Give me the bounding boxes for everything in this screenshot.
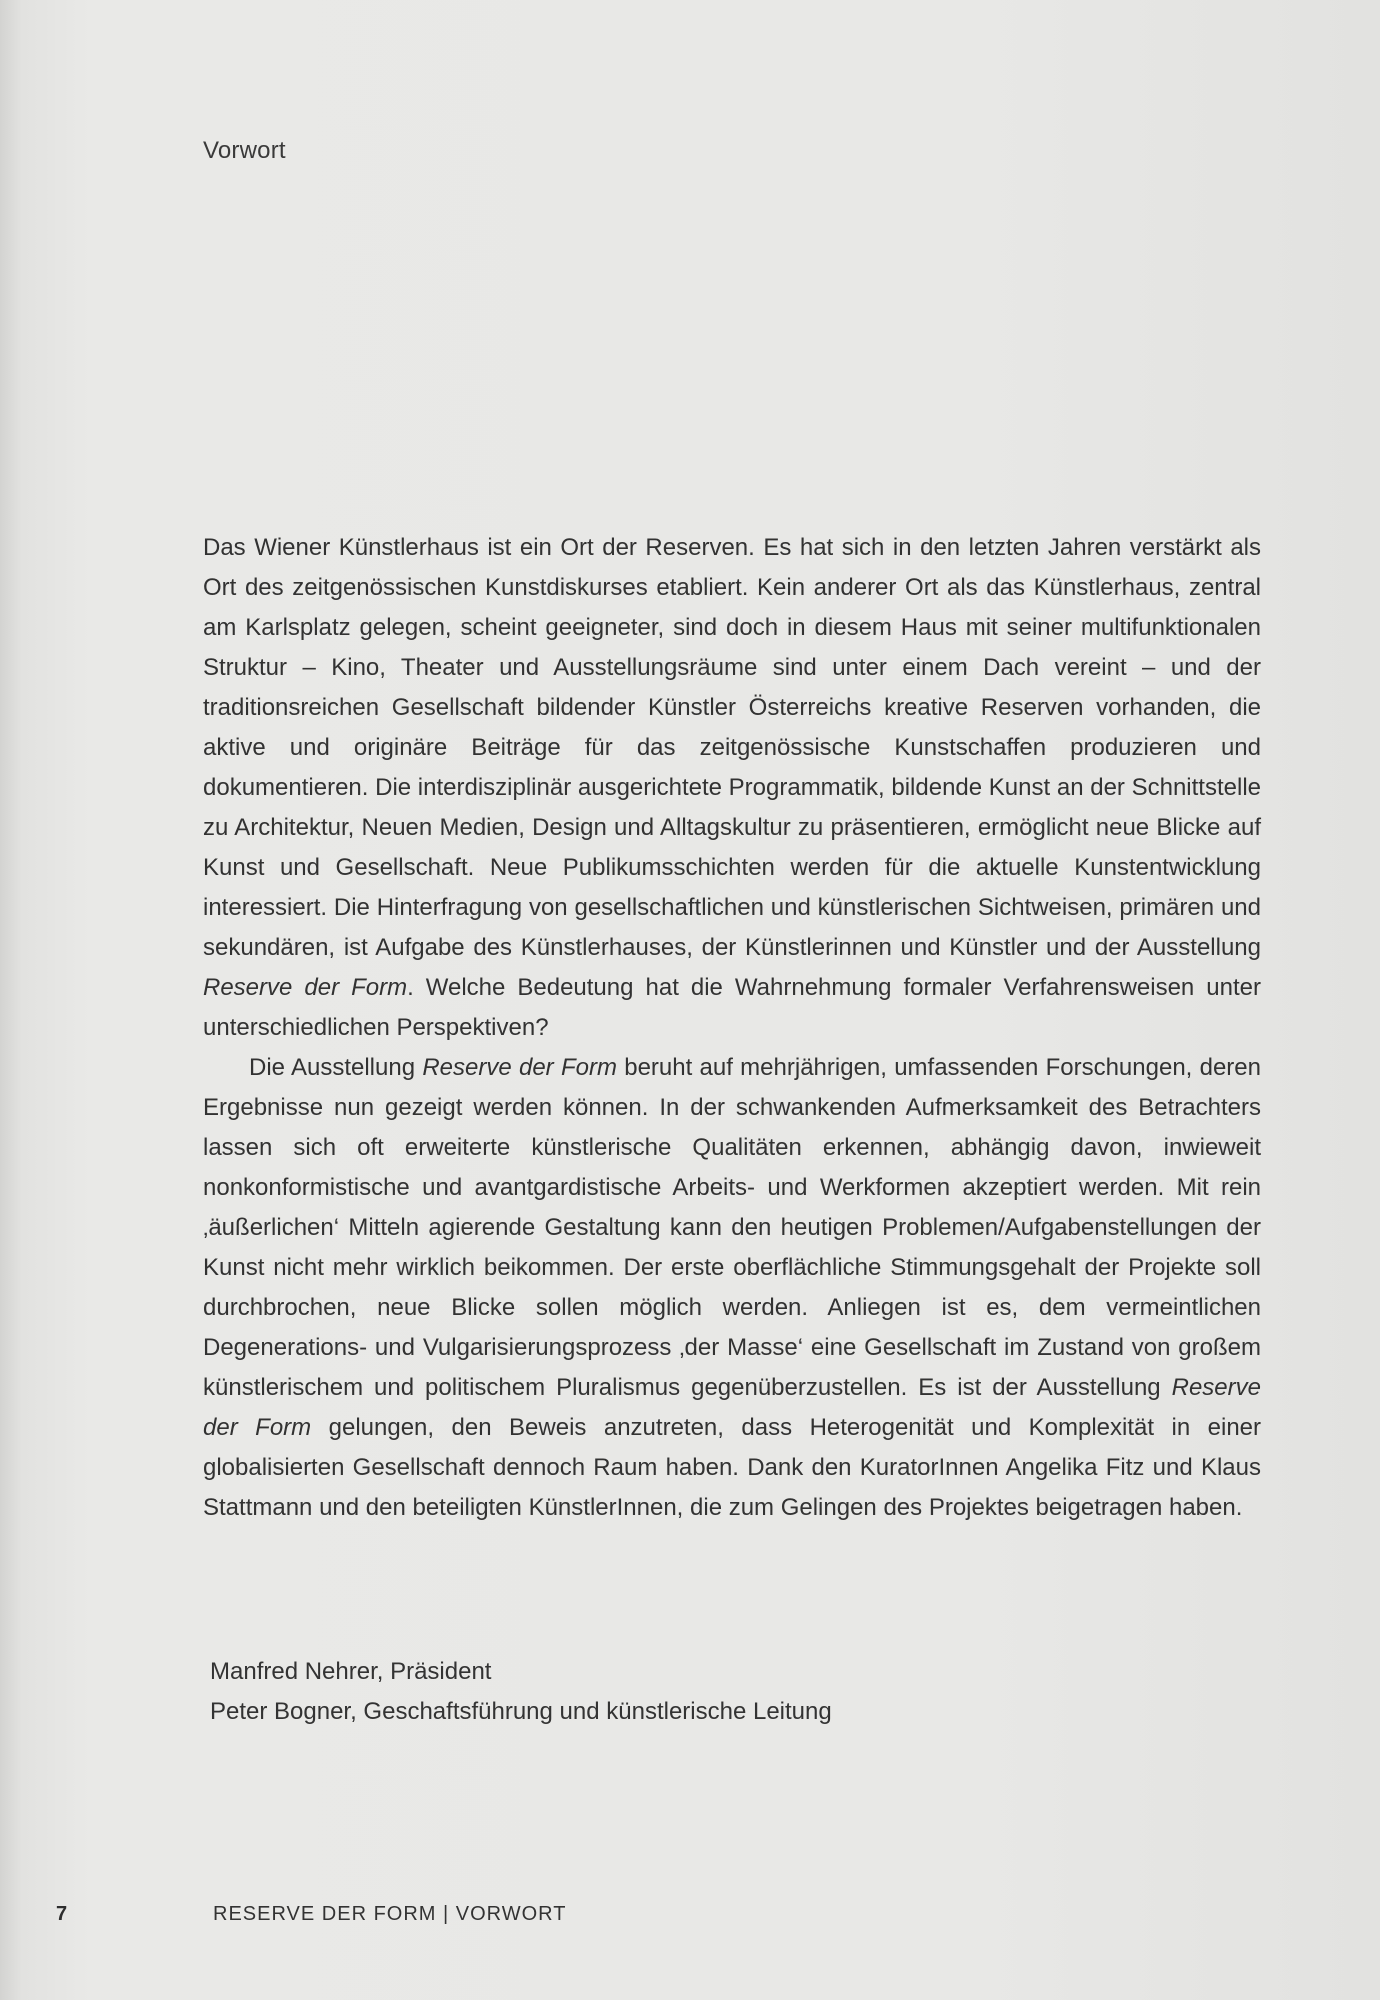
running-title: RESERVE DER FORM | VORWORT bbox=[213, 1903, 567, 1925]
paragraph-2-text-b: beruht auf mehrjährigen, umfassenden Forschungen, deren Ergebnisse nun gezeigt werden können. In der schwankenden Aufmerksamkeit des Betrachters lassen sich oft erweiterte künstlerische Qualitäten erkennen, abhängig davon, inwieweit nonkonformistische und avantgardistische Arbeits- und Werkformen akzeptiert werden. Mit rein ‚äußerlichen‘ Mitteln agierende Gestaltung kann den heutigen Problemen/Aufgabenstellungen der Kunst nicht mehr wirklich beikommen. Der erste oberflächliche Stimmungsgehalt der Projekte soll durchbrochen, neue Blicke sollen möglich werden. Anliegen ist es, dem vermeintlichen Degenerations- und Vulgarisierungsprozess ‚der Masse‘ eine Gesellschaft im Zustand von großem künstlerischem und politischem Pluralismus gegenüberzustellen. Es ist der Ausstellung bbox=[203, 1054, 1261, 1401]
signatures bbox=[210, 1652, 1260, 1732]
paragraph-2-text-a: Die Ausstellung bbox=[249, 1054, 423, 1081]
signature-management: Peter Bogner, Geschaftsführung und künstlerische Leitung bbox=[210, 1698, 832, 1725]
paragraph-1 bbox=[203, 528, 1261, 1048]
exhibition-title: Reserve der Form bbox=[422, 1054, 617, 1081]
exhibition-title: Reserve der Form bbox=[203, 1374, 1261, 1441]
paragraph-2-text-c: gelungen, den Beweis anzutreten, dass Heterogenität und Komplexität in einer globalisierten Gesellschaft dennoch Raum haben. Dank den KuratorInnen Angelika Fitz und Klaus Stattmann und den beteiligten KünstlerInnen, die zum Gelingen des Projektes beigetragen haben. bbox=[203, 1414, 1261, 1521]
exhibition-title: Reserve der Form bbox=[203, 974, 408, 1001]
signature-president: Manfred Nehrer, Präsident bbox=[210, 1658, 492, 1685]
paragraph-2 bbox=[203, 1048, 1261, 1528]
body-text bbox=[203, 528, 1261, 1528]
page-heading: Vorwort bbox=[203, 137, 286, 164]
paragraph-1-text-b: . Welche Bedeutung hat die Wahrnehmung formaler Verfahrensweisen unter unterschiedlichen Perspektiven? bbox=[203, 974, 1261, 1041]
paragraph-1-text-a: Das Wiener Künstlerhaus ist ein Ort der Reserven. Es hat sich in den letzten Jahren verstärkt als Ort des zeitgenössischen Kunstdiskurses etabliert. Kein anderer Ort als das Künstlerhaus, zentral am Karlsplatz gelegen, scheint geeigneter, sind doch in diesem Haus mit seiner multifunktionalen Struktur – Kino, Theater und Ausstellungsräume sind unter einem Dach vereint – und der traditionsreichen Gesellschaft bildender Künstler Österreichs kreative Reserven vorhanden, die aktive und originäre Beiträge für das zeitgenössische Kunstschaffen produzieren und dokumentieren. Die interdisziplinär ausgerichtete Programmatik, bildende Kunst an der Schnittstelle zu Architektur, Neuen Medien, Design und Alltagskultur zu präsentieren, ermöglicht neue Blicke auf Kunst und Gesellschaft. Neue Publikumsschichten werden für die aktuelle Kunstentwicklung interessiert. Die Hinterfragung von gesellschaftlichen und künstlerischen Sichtweisen, primären und sekundären, ist Aufgabe des Künstlerhauses, der Künstlerinnen und Künstler und der Ausstellung bbox=[203, 534, 1261, 961]
page-number: 7 bbox=[56, 1903, 68, 1925]
